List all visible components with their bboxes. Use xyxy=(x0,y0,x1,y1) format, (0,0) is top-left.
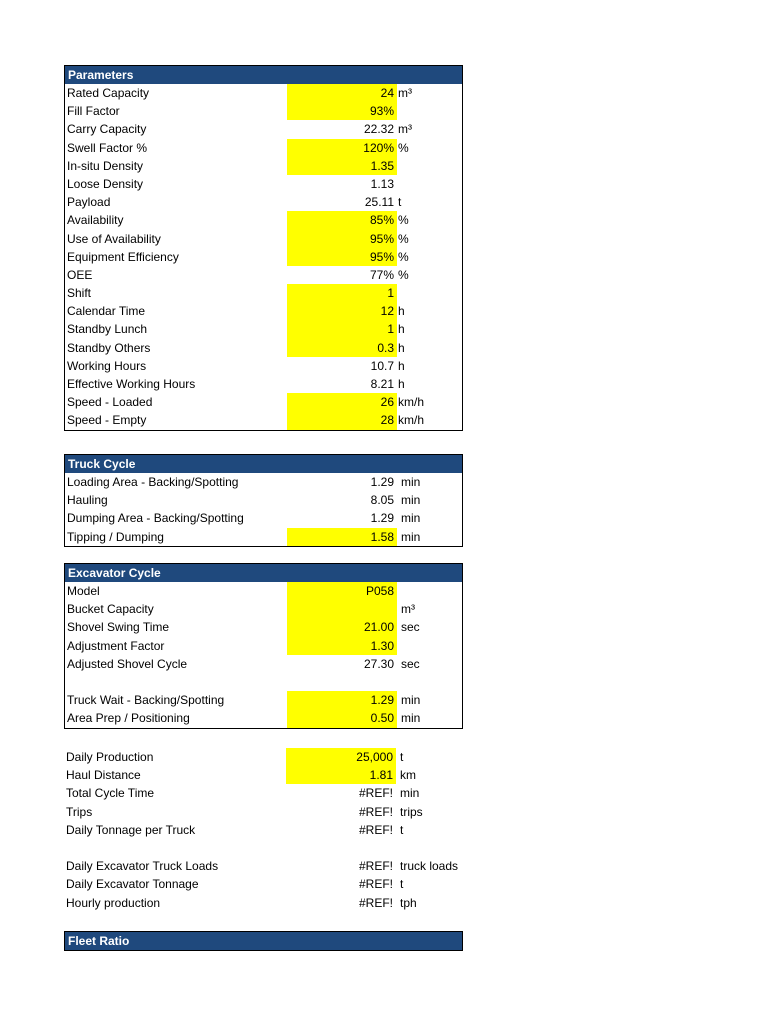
row-label: Standby Others xyxy=(67,340,151,355)
table-row xyxy=(65,655,462,673)
row-label: Availability xyxy=(67,213,124,228)
row-label: Loading Area - Backing/Spotting xyxy=(67,475,239,489)
value-cell xyxy=(286,839,396,857)
table-row xyxy=(65,84,462,102)
table-row xyxy=(65,600,462,618)
row-label: Shovel Swing Time xyxy=(67,620,170,635)
row-label: Hourly production xyxy=(66,895,161,910)
row-label: Adjusted Shovel Cycle xyxy=(67,656,188,671)
row-label: Tipping / Dumping xyxy=(67,529,164,544)
value-cell: 8.05 xyxy=(370,493,394,508)
value-cell: #REF! xyxy=(358,786,393,801)
row-label: Loose Density xyxy=(67,176,144,191)
table-row xyxy=(65,230,462,248)
table-row xyxy=(64,857,463,875)
unit-label: m³ xyxy=(398,122,412,137)
value-cell: 77% xyxy=(369,267,394,282)
row-label: Effective Working Hours xyxy=(67,377,196,391)
fleet-ratio-section xyxy=(64,931,463,951)
input-value-cell[interactable]: 95% xyxy=(287,248,397,266)
unit-label: h xyxy=(398,377,405,391)
unit-label: sec xyxy=(401,620,420,635)
value-cell: 1.13 xyxy=(370,176,394,191)
input-value-cell[interactable]: 1.29 xyxy=(287,691,397,709)
input-value-cell[interactable]: 93% xyxy=(287,102,397,120)
value-cell: 22.32 xyxy=(363,122,394,137)
unit-label: sec xyxy=(401,656,420,671)
row-label: Area Prep / Positioning xyxy=(67,711,190,726)
table-row xyxy=(64,894,463,912)
unit-label: t xyxy=(400,750,404,764)
row-label: Hauling xyxy=(67,493,108,508)
table-row xyxy=(65,320,462,338)
table-row xyxy=(65,302,462,320)
unit-label: km/h xyxy=(398,395,425,410)
row-label: Calendar Time xyxy=(67,304,146,319)
table-row xyxy=(64,803,463,821)
input-value-cell[interactable]: 1.81 xyxy=(286,766,396,784)
excavator-cycle-section xyxy=(64,563,463,729)
table-row xyxy=(65,473,462,491)
table-row xyxy=(65,393,462,411)
input-value-cell[interactable]: 95% xyxy=(287,230,397,248)
row-label: OEE xyxy=(67,267,93,282)
table-row xyxy=(64,766,463,784)
table-row xyxy=(64,875,463,893)
unit-label: h xyxy=(398,322,405,337)
table-row xyxy=(65,673,462,691)
unit-label: % xyxy=(398,267,409,282)
row-label: Total Cycle Time xyxy=(66,786,155,801)
truck-cycle-section xyxy=(64,454,463,547)
table-row xyxy=(64,784,463,802)
value-cell: #REF! xyxy=(358,859,393,874)
unit-label: truck loads xyxy=(400,859,459,874)
row-label: Rated Capacity xyxy=(67,86,150,100)
value-cell: 27.30 xyxy=(363,656,394,671)
table-row xyxy=(65,491,462,509)
row-label: Haul Distance xyxy=(66,768,141,783)
input-value-cell[interactable]: 21.00 xyxy=(287,618,397,636)
value-cell: #REF! xyxy=(358,895,393,910)
table-row xyxy=(65,709,462,727)
value-cell: 1.29 xyxy=(370,475,394,489)
value-cell xyxy=(287,673,397,691)
row-label: In-situ Density xyxy=(67,158,144,173)
unit-label: h xyxy=(398,304,405,319)
unit-label: km/h xyxy=(398,413,425,428)
row-label: Standby Lunch xyxy=(67,322,148,337)
row-label: Dumping Area - Backing/Spotting xyxy=(67,511,244,526)
unit-label: t xyxy=(400,822,404,837)
table-row xyxy=(65,357,462,375)
input-value-cell[interactable]: 0.50 xyxy=(287,709,397,727)
unit-label: % xyxy=(398,231,409,246)
unit-label: min xyxy=(400,786,420,801)
input-value-cell[interactable]: 1.35 xyxy=(287,157,397,175)
row-label: Adjustment Factor xyxy=(67,638,165,653)
table-row xyxy=(65,193,462,211)
input-value-cell[interactable]: 120% xyxy=(287,139,397,157)
row-label: Shift xyxy=(67,286,92,301)
input-value-cell[interactable]: 1.58 xyxy=(287,528,397,546)
table-row xyxy=(65,637,462,655)
input-value-cell[interactable]: 1.30 xyxy=(287,637,397,655)
table-row xyxy=(65,157,462,175)
row-label: Working Hours xyxy=(67,358,147,373)
unit-label: min xyxy=(401,529,421,544)
unit-label: km xyxy=(400,768,416,783)
unit-label: % xyxy=(398,249,409,264)
input-value-cell[interactable]: 0.3 xyxy=(287,339,397,357)
unit-label: h xyxy=(398,340,405,355)
row-label: Speed - Loaded xyxy=(67,395,153,410)
unit-label: t xyxy=(398,195,402,210)
row-label: Bucket Capacity xyxy=(67,602,154,617)
unit-label: min xyxy=(401,475,421,489)
row-label: Equipment Efficiency xyxy=(67,249,179,264)
value-cell: 10.7 xyxy=(370,358,394,373)
table-row xyxy=(65,120,462,138)
row-label: Carry Capacity xyxy=(67,122,147,137)
input-value-cell[interactable]: 1 xyxy=(287,320,397,338)
table-row xyxy=(65,375,462,393)
value-cell: 1.29 xyxy=(370,511,394,526)
unit-label: min xyxy=(401,493,421,508)
truck-cycle-header: Truck Cycle xyxy=(65,455,462,473)
input-value-cell[interactable]: 26 xyxy=(287,393,397,411)
unit-label: m³ xyxy=(401,602,415,617)
input-value-cell[interactable]: 1 xyxy=(287,284,397,302)
input-value-cell[interactable]: 24 xyxy=(287,84,397,102)
unit-label: min xyxy=(401,511,421,526)
unit-label: h xyxy=(398,358,405,373)
row-label: Truck Wait - Backing/Spotting xyxy=(67,693,225,708)
table-row xyxy=(65,509,462,527)
truck-cycle-rows xyxy=(65,473,462,546)
value-cell: #REF! xyxy=(358,822,393,837)
table-row xyxy=(64,748,463,766)
input-value-cell[interactable]: 12 xyxy=(287,302,397,320)
row-label: Fill Factor xyxy=(67,104,120,119)
input-value-cell[interactable]: 28 xyxy=(287,411,397,429)
input-value-cell[interactable]: 85% xyxy=(287,211,397,229)
value-cell: #REF! xyxy=(358,804,393,819)
row-label: Speed - Empty xyxy=(67,413,147,428)
row-label: Payload xyxy=(67,195,111,210)
unit-label: t xyxy=(400,877,404,892)
excavator-cycle-header: Excavator Cycle xyxy=(65,564,462,582)
row-label: Trips xyxy=(66,804,93,819)
unit-label: min xyxy=(401,693,421,708)
row-label: Model xyxy=(67,584,100,598)
parameters-header: Parameters xyxy=(65,66,462,84)
unit-label: % xyxy=(398,140,409,155)
table-row xyxy=(65,284,462,302)
table-row xyxy=(65,139,462,157)
input-value-cell[interactable]: P058 xyxy=(287,582,397,600)
production-rows xyxy=(64,748,463,912)
row-label: Daily Tonnage per Truck xyxy=(66,822,196,837)
parameters-section xyxy=(64,65,463,431)
unit-label: trips xyxy=(400,804,423,819)
table-row xyxy=(65,248,462,266)
value-cell: 8.21 xyxy=(370,377,394,391)
table-row xyxy=(65,618,462,636)
table-row xyxy=(65,266,462,284)
value-cell: 25.11 xyxy=(364,195,394,210)
table-row xyxy=(65,528,462,546)
table-row xyxy=(65,175,462,193)
input-value-cell[interactable] xyxy=(287,600,397,618)
row-label: Daily Production xyxy=(66,750,154,764)
table-row xyxy=(65,582,462,600)
row-label: Use of Availability xyxy=(67,231,161,246)
row-label: Daily Excavator Tonnage xyxy=(66,877,199,892)
unit-label: min xyxy=(401,711,421,726)
row-label: Swell Factor % xyxy=(67,140,148,155)
fleet-ratio-header: Fleet Ratio xyxy=(65,932,462,950)
excavator-cycle-rows xyxy=(65,582,462,728)
table-row xyxy=(65,102,462,120)
unit-label: m³ xyxy=(398,86,412,100)
table-row xyxy=(65,691,462,709)
table-row xyxy=(65,211,462,229)
table-row xyxy=(65,411,462,429)
value-cell: #REF! xyxy=(358,877,393,892)
row-label: Daily Excavator Truck Loads xyxy=(66,859,219,874)
unit-label: tph xyxy=(400,895,417,910)
input-value-cell[interactable]: 25,000 xyxy=(286,748,396,766)
unit-label: % xyxy=(398,213,409,228)
parameters-rows xyxy=(65,84,462,430)
table-row xyxy=(64,821,463,839)
table-row xyxy=(65,339,462,357)
table-row xyxy=(64,839,463,857)
production-section xyxy=(64,748,463,912)
